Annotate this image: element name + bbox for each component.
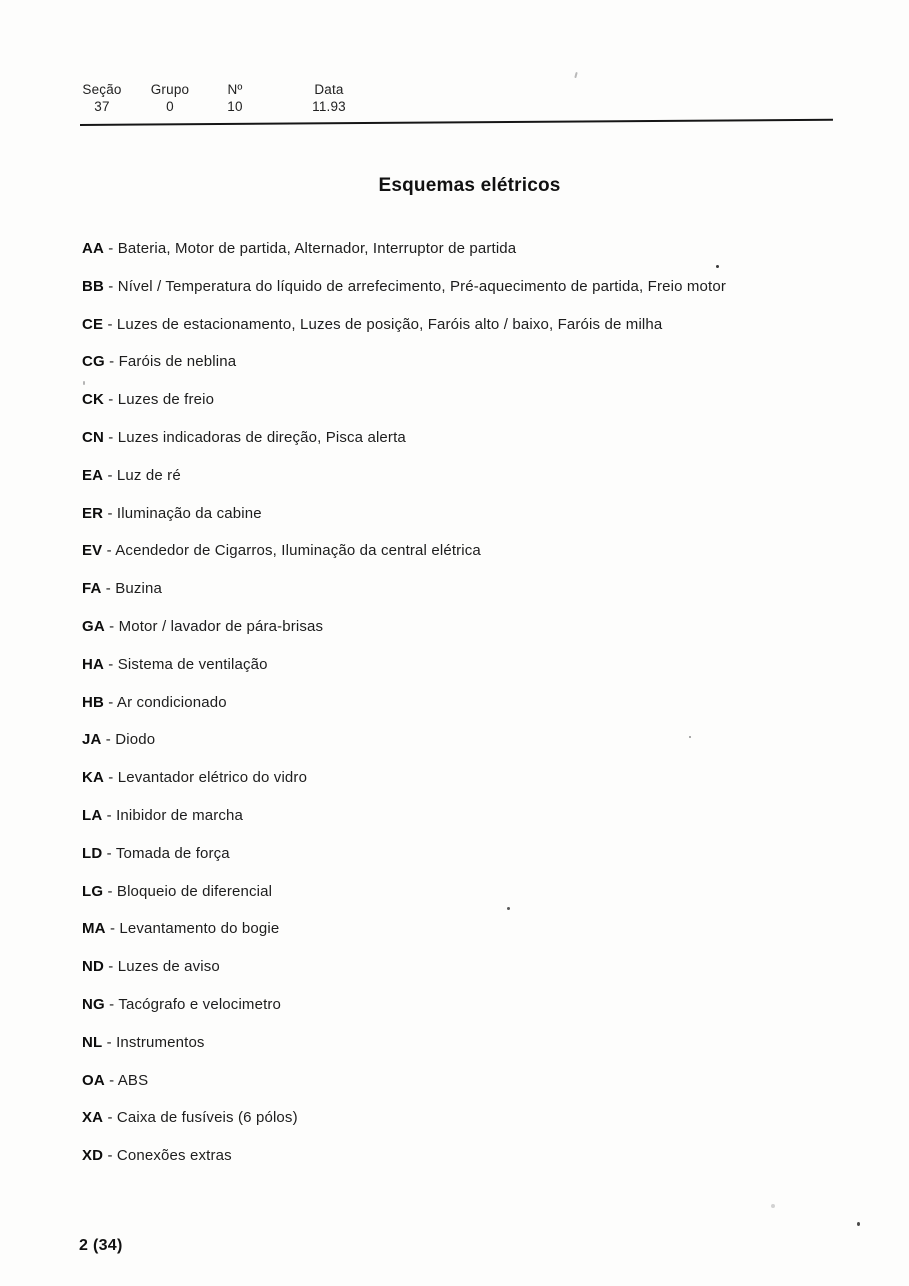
legend-item-code: XA xyxy=(82,1109,104,1127)
legend-item xyxy=(82,506,882,521)
scan-speck xyxy=(507,907,510,910)
legend-item xyxy=(82,241,882,256)
legend-item-separator: - xyxy=(103,882,117,900)
legend-item xyxy=(82,808,882,823)
legend-item-description: Inibidor de marcha xyxy=(116,806,244,824)
header-col-grupo xyxy=(144,82,196,114)
legend-item-code: LD xyxy=(82,844,103,862)
legend-item-code: CG xyxy=(82,353,105,371)
legend-item xyxy=(82,1073,882,1088)
legend-item-separator: - xyxy=(103,769,118,787)
legend-item-code: AA xyxy=(82,240,104,257)
legend-item-separator: - xyxy=(104,995,119,1013)
legend-item xyxy=(82,317,882,332)
legend-item-separator: - xyxy=(103,391,118,409)
legend-item-description: Iluminação da cabine xyxy=(116,504,262,522)
legend-item-separator: - xyxy=(102,1033,117,1051)
header-rule xyxy=(80,119,833,126)
legend-item-description: Ar condicionado xyxy=(116,693,227,711)
legend-item xyxy=(82,354,882,369)
header-col-numero xyxy=(212,82,258,114)
legend-item-code: MA xyxy=(82,920,106,938)
scan-speck xyxy=(771,1204,775,1208)
legend-item-separator: - xyxy=(103,466,117,484)
header-value: 0 xyxy=(166,99,174,114)
legend-item xyxy=(82,770,882,785)
legend-item-code: XD xyxy=(82,1147,104,1165)
legend-item-code: HB xyxy=(82,693,104,711)
legend-item xyxy=(82,959,882,974)
legend-item-separator: - xyxy=(104,1071,118,1089)
legend-item-description: Luzes de aviso xyxy=(117,958,220,976)
legend-item-code: FA xyxy=(82,580,102,598)
legend-item xyxy=(82,884,882,899)
legend-item-separator: - xyxy=(103,240,118,257)
legend-item-separator: - xyxy=(105,920,120,938)
legend-item-description: Sistema de ventilação xyxy=(117,655,268,673)
legend-item-separator: - xyxy=(104,353,119,371)
legend-item-separator: - xyxy=(102,806,117,824)
scan-speck xyxy=(857,1222,860,1226)
legend-item-separator: - xyxy=(103,504,117,522)
legend-item xyxy=(82,1110,882,1125)
legend-item-description: Instrumentos xyxy=(116,1033,205,1051)
legend-item-description: Luzes de freio xyxy=(117,391,215,409)
legend-item xyxy=(82,468,882,483)
legend-item-separator: - xyxy=(103,1109,117,1127)
legend-item-description: Conexões extras xyxy=(116,1147,232,1165)
legend-item xyxy=(82,657,882,672)
legend-item-description: Acendedor de Cigarros, Iluminação da central elétrica xyxy=(115,542,481,560)
legend-item-code: JA xyxy=(82,731,102,749)
legend-item-separator: - xyxy=(103,277,118,295)
legend-item xyxy=(82,921,882,936)
legend-item-description: Levantamento do bogie xyxy=(119,920,280,938)
page-title: Esquemas elétricos xyxy=(378,175,561,196)
legend-item xyxy=(82,1035,882,1050)
legend-item-code: CN xyxy=(82,428,104,446)
legend-item-description: Bloqueio de diferencial xyxy=(116,882,273,900)
page-number: 2 (34) xyxy=(79,1237,123,1254)
legend-item-description: Faróis de neblina xyxy=(118,353,237,371)
legend-item xyxy=(82,619,882,634)
legend-item-code: NG xyxy=(82,995,105,1013)
scan-speck xyxy=(689,736,691,738)
legend-item-separator: - xyxy=(103,1147,117,1165)
legend-item-description: Luzes indicadoras de direção, Pisca alerta xyxy=(117,428,406,446)
legend-item-code: HA xyxy=(82,655,104,673)
legend-item-description: Diodo xyxy=(115,731,156,749)
legend-item-separator: - xyxy=(103,693,117,711)
legend-item-description: Bateria, Motor de partida, Alternador, Interruptor de partida xyxy=(117,240,517,257)
legend-item-description: ABS xyxy=(117,1071,149,1089)
legend-item-separator: - xyxy=(102,844,116,862)
legend-item-code: EV xyxy=(82,542,103,560)
legend-item xyxy=(82,846,882,861)
legend-item-code: EA xyxy=(82,466,104,484)
legend-item-separator: - xyxy=(101,731,116,749)
legend-item-separator: - xyxy=(104,617,119,635)
legend-item-code: CE xyxy=(82,315,104,333)
legend-item-code: LA xyxy=(82,806,103,824)
legend-item-separator: - xyxy=(103,958,118,976)
header-label: Nº xyxy=(227,82,243,97)
legend-item-code: GA xyxy=(82,617,105,635)
legend-item xyxy=(82,581,882,596)
legend-item-description: Tacógrafo e velocimetro xyxy=(118,995,282,1013)
legend-item-description: Caixa de fusíveis (6 pólos) xyxy=(116,1109,298,1127)
header-col-secao xyxy=(76,82,128,114)
legend-item-description: Nível / Temperatura do líquido de arrefecimento, Pré-aquecimento de partida, Freio motor xyxy=(117,277,726,295)
legend-item-code: NL xyxy=(82,1033,103,1051)
legend-item-separator: - xyxy=(102,542,116,560)
legend-item xyxy=(82,695,882,710)
legend-item-separator: - xyxy=(103,655,118,673)
legend-list xyxy=(82,241,882,1186)
header-value: 11.93 xyxy=(312,99,346,114)
legend-item-separator: - xyxy=(103,315,117,333)
legend-item-separator: - xyxy=(101,580,116,598)
legend-item-description: Luz de ré xyxy=(116,466,181,484)
legend-item xyxy=(82,430,882,445)
legend-item-code: BB xyxy=(82,277,104,295)
legend-item-description: Levantador elétrico do vidro xyxy=(117,769,308,787)
legend-item-code: CK xyxy=(82,391,104,409)
legend-item-description: Luzes de estacionamento, Luzes de posição, Faróis alto / baixo, Faróis de milha xyxy=(116,315,663,333)
scan-speck xyxy=(716,265,719,268)
legend-item xyxy=(82,279,882,294)
header-col-data xyxy=(300,82,358,114)
header-label: Data xyxy=(314,82,344,97)
legend-item xyxy=(82,997,882,1012)
document-header xyxy=(0,82,909,116)
legend-item-code: KA xyxy=(82,769,104,787)
legend-item-code: ND xyxy=(82,958,104,976)
legend-item xyxy=(82,392,882,407)
scan-speck xyxy=(83,381,85,385)
legend-item-separator: - xyxy=(103,428,118,446)
header-label: Seção xyxy=(82,82,122,97)
header-value: 37 xyxy=(94,99,110,114)
legend-item-code: LG xyxy=(82,882,104,900)
legend-item xyxy=(82,732,882,747)
legend-item-code: OA xyxy=(82,1071,105,1089)
header-value: 10 xyxy=(227,99,243,114)
legend-item-description: Buzina xyxy=(115,580,163,598)
legend-item-description: Motor / lavador de pára-brisas xyxy=(118,617,324,635)
legend-item-description: Tomada de força xyxy=(115,844,230,862)
legend-item xyxy=(82,1148,882,1163)
header-label: Grupo xyxy=(150,82,190,97)
scan-speck xyxy=(574,72,577,78)
legend-item xyxy=(82,543,882,558)
legend-item-code: ER xyxy=(82,504,104,522)
